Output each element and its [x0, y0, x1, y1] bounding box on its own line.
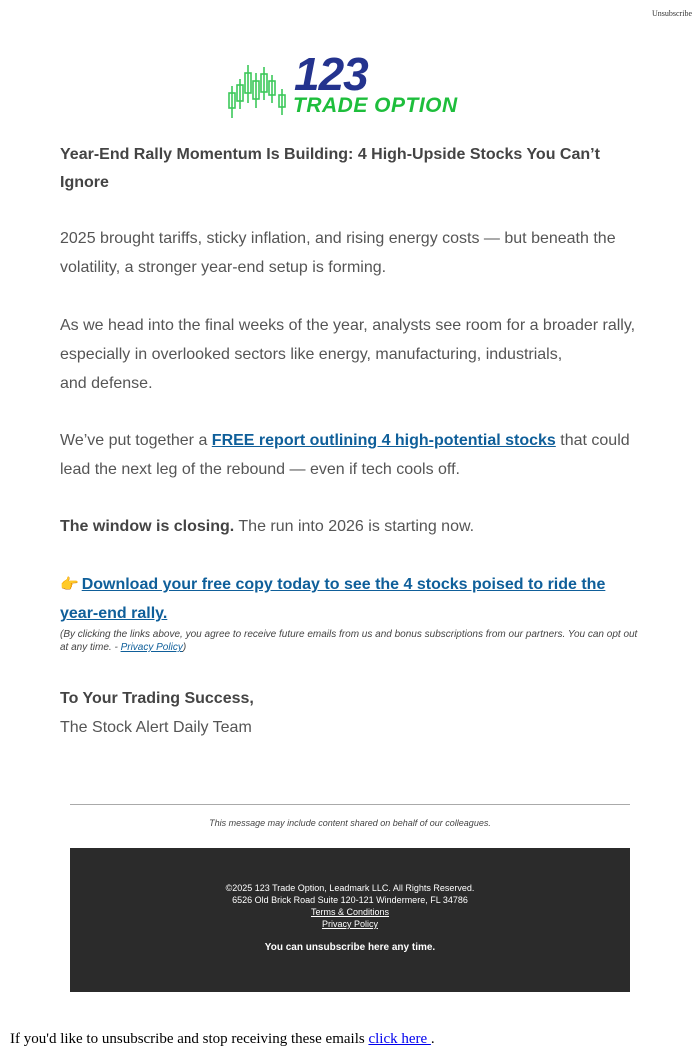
- paragraph-report: [60, 426, 645, 484]
- download-cta-link[interactable]: [60, 576, 605, 622]
- click-here-link[interactable]: click here: [368, 1031, 431, 1047]
- footer-panel: [70, 848, 630, 992]
- cta-block: [60, 570, 645, 628]
- pointing-hand-icon: 👉: [60, 576, 79, 593]
- paragraph-sectors-line1: As we head into the final weeks of the year, analysts see room for a broader rally, especially in overlooked sectors like energy, manufacturing, industrials,: [60, 317, 636, 363]
- email-headline: Year-End Rally Momentum Is Building: 4 High-Upside Stocks You Can’t Ignore: [60, 146, 600, 191]
- logo-wordmark: TRADE OPTION: [293, 94, 458, 117]
- privacy-policy-link[interactable]: Privacy Policy: [120, 642, 183, 653]
- logo-number: 123: [294, 48, 368, 100]
- paragraph-urgency: [60, 512, 645, 541]
- footer-copyright: ©2025 123 Trade Option, Leadmark LLC. All Rights Reserved.: [225, 883, 475, 893]
- shared-content-note: This message may include content shared on behalf of our colleagues.: [209, 818, 491, 828]
- disclaimer-text: (By clicking the links above, you agree to receive future emails from us and bonus subscriptions from our partners. You can opt out at any time. -: [60, 629, 638, 653]
- footer-divider: [70, 804, 630, 805]
- paragraph-sectors-line2: and defense.: [60, 375, 153, 392]
- paragraph-sectors: [60, 311, 645, 398]
- paragraph-report-after: that could lead the next leg of the rebound — even if tech cools off.: [60, 432, 630, 478]
- urgency-rest: The run into 2026 is starting now.: [234, 518, 475, 535]
- paragraph-intro: 2025 brought tariffs, sticky inflation, and rising energy costs — but beneath the volatility, a stronger year-end setup is forming.: [60, 230, 616, 276]
- candlestick-chart-icon: [226, 53, 288, 123]
- disclaimer: [60, 628, 645, 654]
- disclaimer-end: ): [182, 642, 187, 653]
- download-cta-text[interactable]: Download your free copy today to see the 4 stocks poised to ride the year-end rally.: [60, 576, 606, 622]
- paragraph-report-before: We’ve put together a: [60, 432, 212, 449]
- footer-unsubscribe-note: You can unsubscribe here any time.: [264, 942, 436, 953]
- signoff-team: The Stock Alert Daily Team: [60, 719, 252, 736]
- bottom-unsubscribe-line: [10, 1031, 435, 1048]
- signoff: [60, 684, 645, 742]
- footer-address: 6526 Old Brick Road Suite 120-121 Windermere, FL 34786: [232, 895, 468, 905]
- urgency-bold: The window is closing.: [60, 518, 235, 535]
- signoff-greeting: To Your Trading Success,: [60, 690, 254, 707]
- unsubscribe-link-top[interactable]: Unsubscribe: [652, 9, 692, 18]
- brand-logo: [226, 48, 476, 123]
- footer-privacy-link[interactable]: Privacy Policy: [321, 919, 378, 929]
- bottom-period: .: [430, 1031, 435, 1047]
- terms-link[interactable]: Terms & Conditions: [310, 907, 390, 917]
- free-report-link[interactable]: FREE report outlining 4 high-potential stocks: [211, 432, 556, 449]
- bottom-unsubscribe-text: If you'd like to unsubscribe and stop receiving these emails: [10, 1031, 369, 1047]
